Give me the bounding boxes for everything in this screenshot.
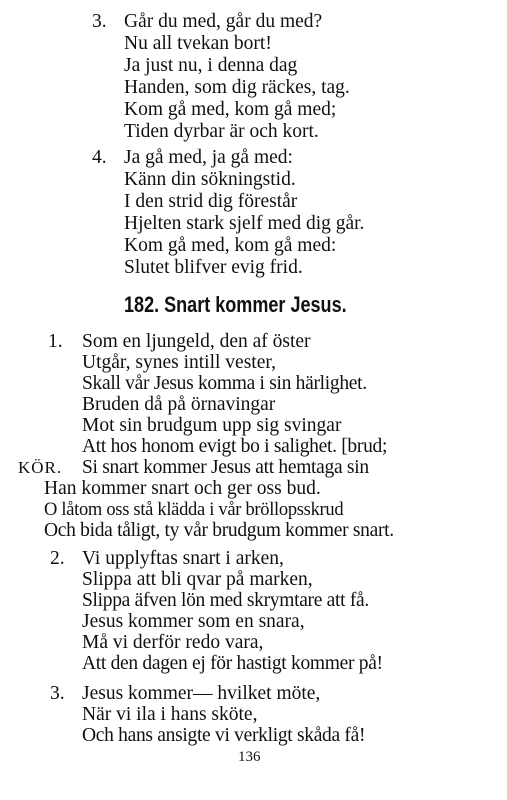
verse-line: Och hans ansigte vi verkligt skåda få! <box>82 725 366 746</box>
hymn-title: 182. Snart kommer Jesus. <box>124 292 347 317</box>
verse-number: 3. <box>92 11 107 32</box>
verse-line: Bruden då på örnavingar <box>82 394 276 415</box>
verse-line: Slutet blifver evig frid. <box>124 257 303 278</box>
verse-line: Ja gå med, ja gå med: <box>124 147 293 168</box>
verse-line: Kom gå med, kom gå med; <box>124 99 337 120</box>
page-number: 136 <box>238 749 261 765</box>
verse-line: Kom gå med, kom gå med: <box>124 235 337 256</box>
verse-number: 3. <box>50 683 65 704</box>
verse-line: Utgår, synes intill vester, <box>82 352 276 373</box>
chorus-line: Han kommer snart och ger oss bud. <box>44 478 321 499</box>
verse-line: Går du med, går du med? <box>124 11 323 32</box>
chorus-line: O låtom oss stå klädda i vår bröllopsskrud <box>44 500 344 520</box>
verse-line: Jesus kommer— hvilket möte, <box>82 683 321 704</box>
verse-line: Tiden dyrbar är och kort. <box>124 121 319 142</box>
verse-line: Slippa att bli qvar på marken, <box>82 569 313 590</box>
verse-line: Som en ljungeld, den af öster <box>82 331 311 352</box>
verse-line: Skall vår Jesus komma i sin härlighet. <box>82 373 367 394</box>
verse-number: 2. <box>50 548 65 569</box>
verse-line: Att den dagen ej för hastigt kommer på! <box>82 653 383 674</box>
verse-line: Må vi derför redo vara, <box>82 632 264 653</box>
verse-line: Ja just nu, i denna dag <box>124 55 298 76</box>
chorus-line: Och bida tåligt, ty vår brudgum kommer snart. <box>44 520 394 541</box>
verse-line: När vi ila i hans sköte, <box>82 704 258 725</box>
verse-number: 1. <box>48 331 63 352</box>
verse-line: Mot sin brudgum upp sig svingar <box>82 415 342 436</box>
verse-line: Nu all tvekan bort! <box>124 33 272 54</box>
verse-line: Handen, som dig räckes, tag. <box>124 77 350 98</box>
verse-line: Att hos honom evigt bo i salighet. [brud; <box>82 436 388 457</box>
chorus-label: KÖR. <box>18 458 63 477</box>
verse-line: Slippa äfven lön med skrymtare att få. <box>82 590 369 611</box>
verse-line: Hjelten stark sjelf med dig går. <box>124 213 365 234</box>
verse-line: Vi upplyftas snart i arken, <box>82 548 284 569</box>
verse-line: Jesus kommer som en snara, <box>82 611 305 632</box>
verse-number: 4. <box>92 147 107 168</box>
verse-line: I den strid dig förestår <box>124 191 298 212</box>
chorus-line: Si snart kommer Jesus att hemtaga sin <box>82 457 369 478</box>
verse-line: Känn din sökningstid. <box>124 169 296 190</box>
